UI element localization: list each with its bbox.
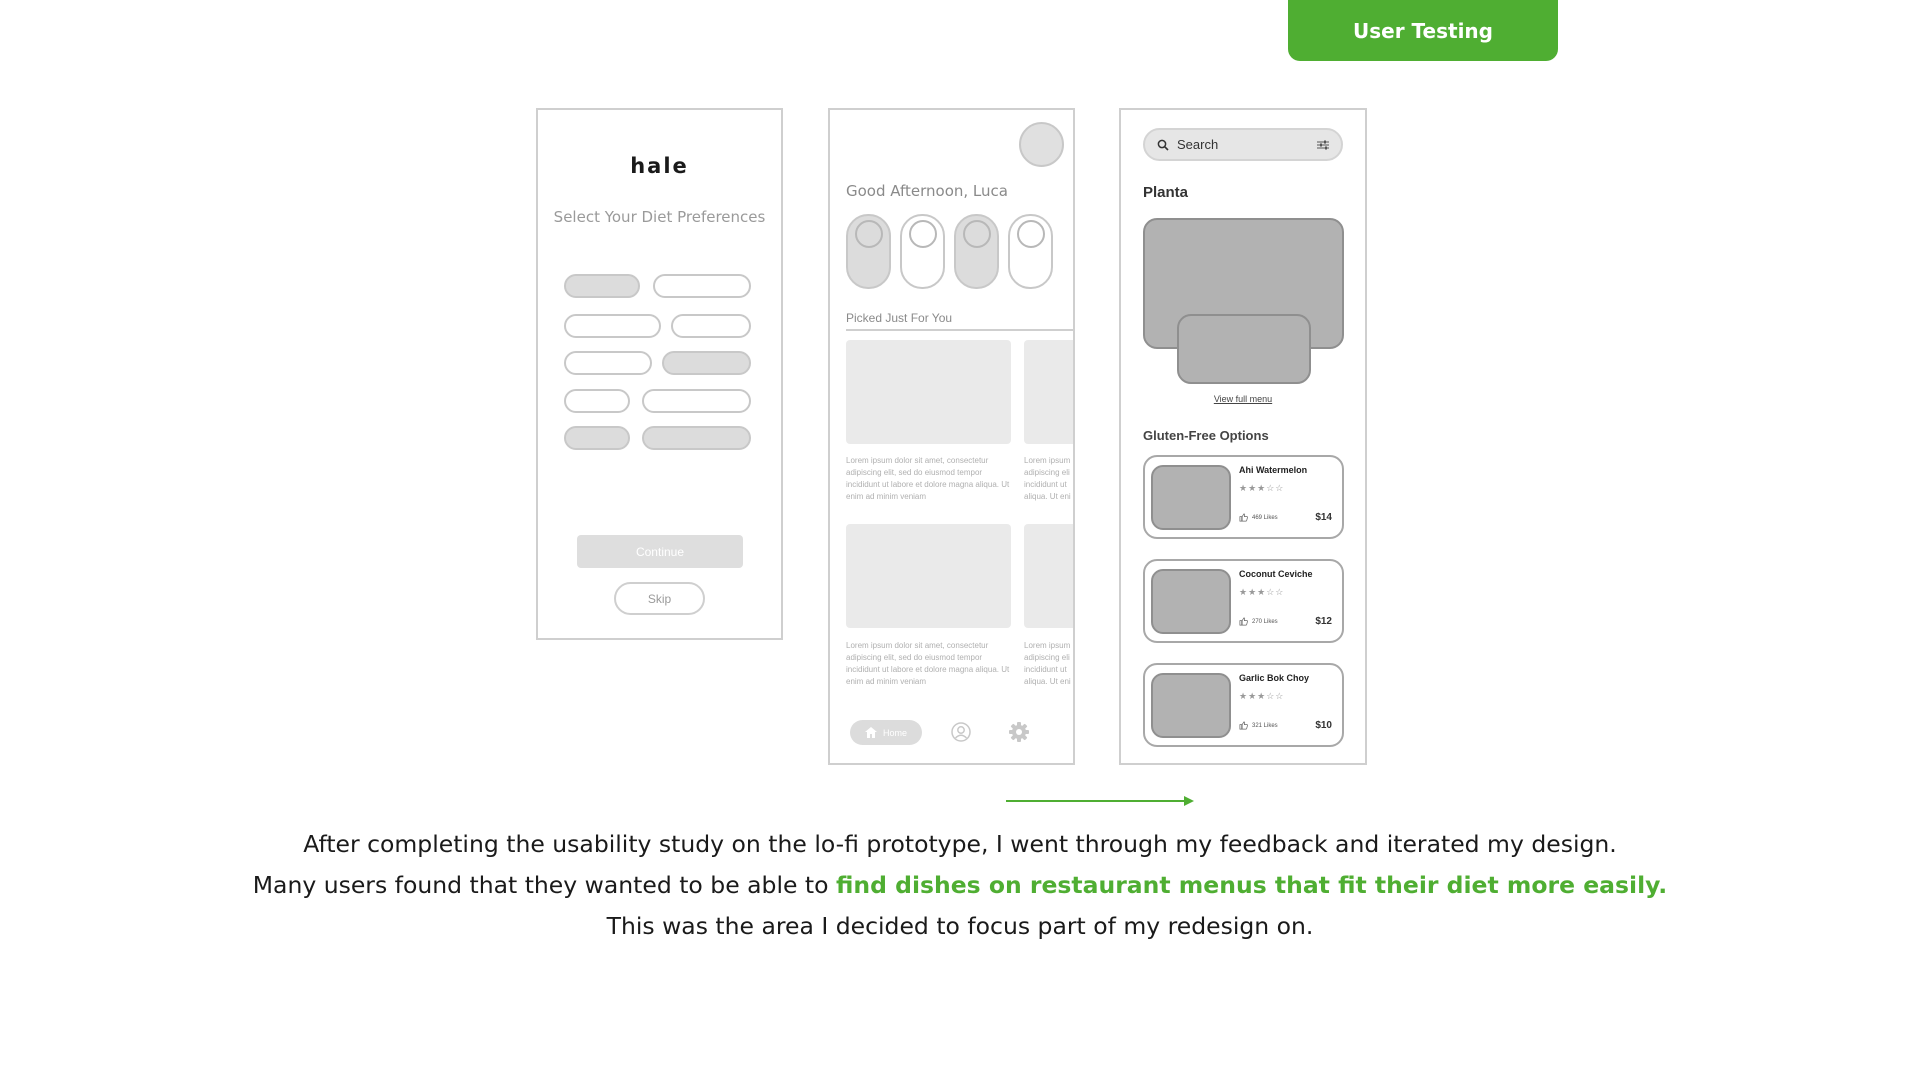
category-button[interactable] [900,214,945,289]
thumbs-up-icon [1239,617,1248,626]
recommendation-card-image[interactable] [846,340,1011,444]
preference-chip[interactable] [642,389,751,413]
gluten-free-section-title: Gluten-Free Options [1143,428,1269,443]
card-description: Lorem ipsum dolor sit amet, consectetur adipiscing elit, sed do eiusmod tempor incididunt ut labore et dolore magna aliqua. Ut enim ad minim veniam [846,456,1010,501]
key-insight-highlight: find dishes on restaurant menus that fit their diet more easily. [835,871,1668,899]
preference-chip[interactable] [564,274,640,298]
preference-chip[interactable] [564,351,652,375]
preference-chip[interactable] [564,426,630,450]
category-icon [963,220,991,248]
menu-preview-image[interactable] [1177,314,1311,384]
preference-chip[interactable] [662,351,751,375]
skip-button[interactable]: Skip [614,582,705,615]
filter-icon[interactable] [1317,140,1329,150]
dish-thumbnail [1151,673,1231,738]
category-icon [855,220,883,248]
dish-rating-stars: ★★★☆☆ [1239,691,1285,701]
preference-chip[interactable] [642,426,751,450]
progress-arrow-icon [1006,794,1196,808]
category-icon [1017,220,1045,248]
search-input[interactable] [1143,128,1343,161]
dish-thumbnail [1151,569,1231,634]
dish-likes [1239,617,1278,626]
body-line-2-prefix: Many users found that they wanted to be able to [252,871,836,899]
dish-likes-count: 321 Likes [1252,722,1278,729]
recommendation-card-image[interactable] [1024,524,1075,628]
body-line-3: This was the area I decided to focus part of my redesign on. [606,912,1314,940]
thumbs-up-icon [1239,513,1248,522]
dish-card[interactable] [1143,559,1344,643]
search-placeholder: Search [1177,137,1219,152]
card-description: Lorem ipsum dolor sit amet, consectetur adipiscing elit, sed do eiusmod tempor incididunt ut labore et dolore magna aliqua. Ut enim ad minim veniam [846,641,1010,686]
body-line-1: After completing the usability study on the lo-fi prototype, I went through my feedback and iterated my design. [303,830,1617,858]
card-description: Lorem ipsum adipiscing eli incididunt ut aliqua. Ut eni [1024,641,1071,686]
view-full-menu-link[interactable]: View full menu [1213,394,1273,404]
restaurant-name: Planta [1143,184,1189,201]
category-button[interactable] [1008,214,1053,289]
continue-button[interactable]: Continue [577,535,743,568]
dish-card[interactable] [1143,455,1344,539]
dish-price: $14 [1315,512,1332,523]
dish-price: $10 [1315,720,1332,731]
preference-chip[interactable] [564,314,661,338]
dish-name: Coconut Ceviche [1239,569,1313,579]
profile-icon[interactable] [950,721,972,743]
app-logo: hale [630,154,689,178]
diet-preferences-title: Select Your Diet Preferences [553,208,766,226]
wireframe-restaurant-menu [1119,108,1367,765]
dish-rating-stars: ★★★☆☆ [1239,483,1285,493]
body-line-2 [0,871,1920,899]
dish-thumbnail [1151,465,1231,530]
category-button[interactable] [954,214,999,289]
gear-icon[interactable] [1008,721,1030,743]
dish-name: Ahi Watermelon [1239,465,1308,475]
dish-rating-stars: ★★★☆☆ [1239,587,1285,597]
category-button[interactable] [846,214,891,289]
dish-price: $12 [1315,616,1332,627]
section-label: Picked Just For You [846,311,953,325]
dish-likes [1239,513,1278,522]
dish-likes-count: 270 Likes [1252,618,1278,625]
home-icon [865,727,877,738]
dish-name: Garlic Bok Choy [1239,673,1310,683]
category-icon [909,220,937,248]
divider [846,329,1075,331]
nav-home-label: Home [882,727,907,738]
nav-home-button[interactable] [850,720,922,745]
user-testing-badge: User Testing [1288,0,1558,61]
recommendation-card-image[interactable] [846,524,1011,628]
card-description: Lorem ipsum adipiscing eli incididunt ut aliqua. Ut eni [1024,456,1071,501]
dish-likes [1239,721,1278,730]
thumbs-up-icon [1239,721,1248,730]
avatar[interactable] [1019,122,1064,167]
wireframe-diet-preferences [536,108,783,640]
preference-chip[interactable] [671,314,751,338]
recommendation-card-image[interactable] [1024,340,1075,444]
wireframe-home [828,108,1075,765]
preference-chip[interactable] [653,274,751,298]
greeting: Good Afternoon, Luca [846,182,1008,200]
preference-chip[interactable] [564,389,630,413]
dish-likes-count: 469 Likes [1252,514,1278,521]
dish-card[interactable] [1143,663,1344,747]
search-icon [1157,139,1169,151]
